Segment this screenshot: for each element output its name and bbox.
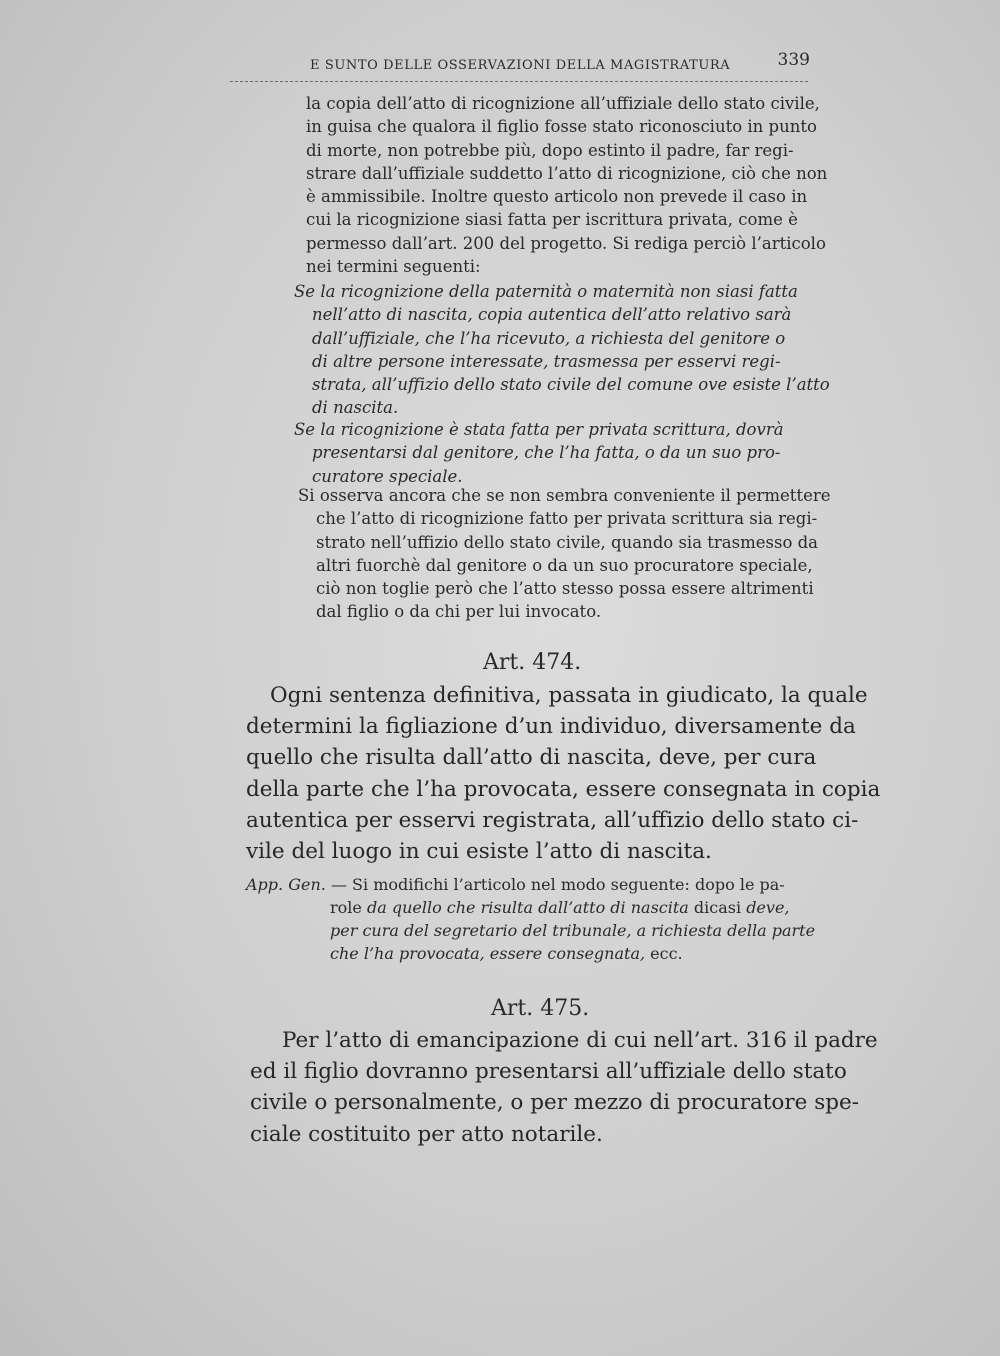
- paragraph-continuation: [306, 92, 828, 278]
- text-line: nei termini seguenti:: [306, 257, 481, 277]
- text-line: [246, 942, 826, 965]
- text-line: ciò non toglie però che l’atto stesso possa essere altrimenti: [316, 579, 814, 599]
- text-line: strato nell’uffizio dello stato civile, quando sia trasmesso da: [316, 532, 819, 552]
- text-line: in guisa che qualora il figlio fosse stato riconosciuto in punto: [306, 117, 817, 137]
- proposed-text-1: [294, 280, 830, 420]
- article-474-text: [246, 680, 881, 867]
- text-line: curatore speciale.: [312, 466, 463, 486]
- text-line: dall’uffiziale, che l’ha ricevuto, a richiesta del genitore o: [312, 328, 786, 348]
- note-text: role: [330, 898, 367, 917]
- text-line: cui la ricognizione siasi fatta per iscrittura privata, come è: [306, 210, 798, 230]
- text-line: nell’atto di nascita, copia autentica dell’atto relativo sarà: [312, 305, 792, 325]
- text-line: la copia dell’atto di ricognizione all’uffiziale dello stato civile,: [306, 94, 820, 113]
- text-line: strata, all’uffizio dello stato civile del comune ove esiste l’atto: [312, 375, 830, 395]
- text-line: strare dall’uffiziale suddetto l’atto di ricognizione, ciò che non: [306, 163, 828, 183]
- note-text: Si modifichi l’articolo nel modo seguente: dopo le pa-: [352, 875, 785, 894]
- article-474-note: [246, 873, 826, 965]
- note-italic: che l’ha provocata, essere consegnata,: [330, 944, 646, 963]
- text-line: civile o personalmente, o per mezzo di procuratore spe-: [250, 1090, 859, 1116]
- text-line: che l’atto di ricognizione fatto per privata scrittura sia regi-: [316, 509, 818, 529]
- text-line: della parte che l’ha provocata, essere consegnata in copia: [246, 776, 881, 802]
- text-line: vile del luogo in cui esiste l’atto di nascita.: [246, 839, 712, 865]
- running-title: E SUNTO DELLE OSSERVAZIONI DELLA MAGISTRATURA: [310, 58, 731, 73]
- note-text: ecc.: [645, 944, 683, 963]
- text-line: di altre persone interessate, trasmessa per esservi regi-: [312, 351, 781, 371]
- page-number: 339: [777, 50, 810, 70]
- proposed-text-2: [294, 418, 814, 488]
- note-italic: deve,: [746, 898, 790, 917]
- text-line: di morte, non potrebbe più, dopo estinto il padre, far regi-: [306, 140, 794, 160]
- page-header: [230, 46, 810, 86]
- text-line: Si osserva ancora che se non sembra conveniente il permettere: [298, 486, 831, 505]
- paragraph-observation: [298, 484, 831, 624]
- text-line: presentarsi dal genitore, che l’ha fatta, o da un suo pro-: [312, 443, 781, 463]
- article-475-text: [250, 1025, 878, 1150]
- header-rule: [230, 81, 808, 82]
- note-dash: —: [325, 875, 353, 894]
- text-line: Ogni sentenza definitiva, passata in giudicato, la quale: [270, 683, 868, 708]
- text-line: determini la figliazione d’un individuo, diversamente da: [246, 714, 856, 740]
- text-line: [246, 896, 826, 919]
- text-line: è ammissibile. Inoltre questo articolo non prevede il caso in: [306, 187, 808, 207]
- article-474-heading: Art. 474.: [483, 650, 582, 675]
- article-475-heading: Art. 475.: [491, 996, 590, 1021]
- note-text: dicasi: [688, 898, 747, 917]
- text-line: Se la ricognizione della paternità o maternità non siasi fatta: [294, 282, 798, 301]
- text-line: di nascita.: [312, 398, 399, 418]
- text-line: per cura del segretario del tribunale, a richiesta della parte: [330, 921, 816, 940]
- text-line: quello che risulta dall’atto di nascita, deve, per cura: [246, 745, 817, 771]
- text-line: ed il figlio dovranno presentarsi all’uffiziale dello stato: [250, 1059, 847, 1085]
- note-italic: da quello che risulta dall’atto di nascita: [366, 898, 689, 917]
- text-line: permesso dall’art. 200 del progetto. Si rediga perciò l’articolo: [306, 233, 826, 253]
- text-line: dal figlio o da chi per lui invocato.: [316, 602, 602, 622]
- note-prefix: App. Gen.: [246, 875, 326, 894]
- text-line: autentica per esservi registrata, all’uffizio dello stato ci-: [246, 807, 859, 833]
- text-line: [246, 873, 826, 896]
- text-line: altri fuorchè dal genitore o da un suo procuratore speciale,: [316, 555, 813, 575]
- text-line: Per l’atto di emancipazione di cui nell’art. 316 il padre: [282, 1028, 878, 1053]
- text-line: Se la ricognizione è stata fatta per privata scrittura, dovrà: [294, 420, 784, 439]
- text-line: ciale costituito per atto notarile.: [250, 1121, 603, 1147]
